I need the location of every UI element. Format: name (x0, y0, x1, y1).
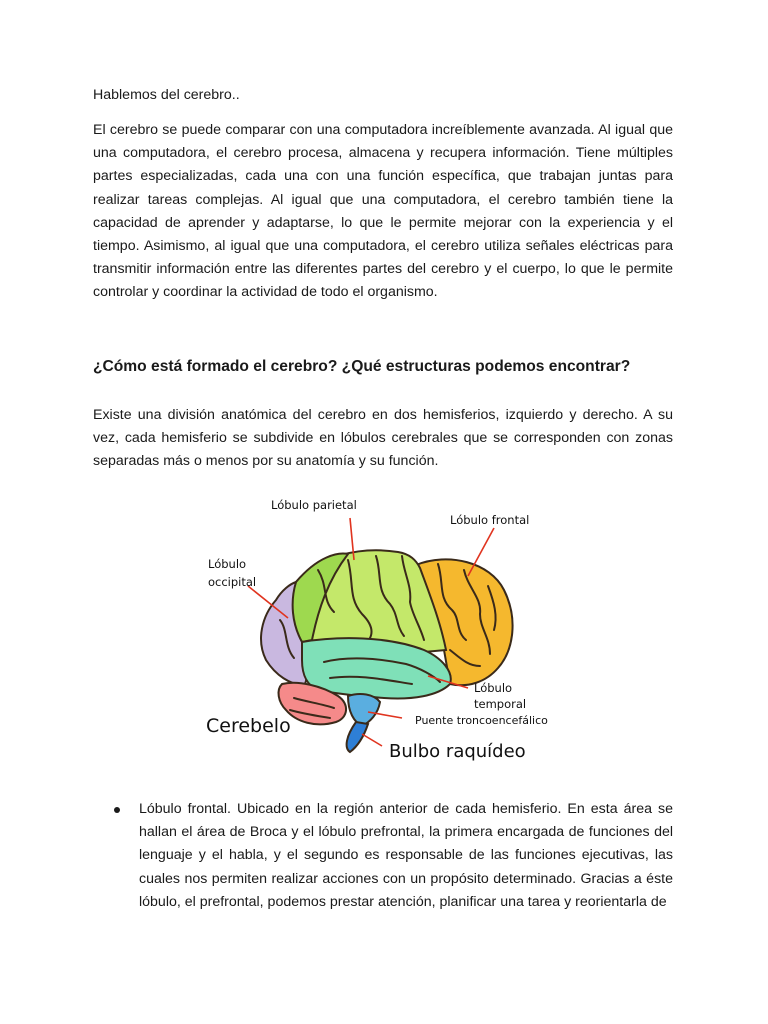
section-paragraph: Existe una división anatómica del cerebro en dos hemisferios, izquierdo y derecho. A su vez, cada hemisferio se subdivide en lóbulos cerebrales que se corresponden con zonas separadas más o menos por su anatomía y su función. (93, 407, 673, 470)
label-bulbo: Bulbo raquídeo (389, 741, 526, 762)
label-puente: Puente troncoencefálico (415, 714, 548, 727)
section-title: ¿Cómo está formado el cerebro? ¿Qué estructuras podemos encontrar? (93, 358, 631, 375)
label-frontal: Lóbulo frontal (450, 513, 530, 527)
brain-diagram (198, 490, 570, 772)
label-occipital-1: Lóbulo (208, 557, 247, 571)
pons (348, 694, 380, 726)
medulla (347, 722, 368, 752)
list-item-text: Lóbulo frontal. Ubicado en la región anterior de cada hemisferio. En esta área se hallan el área de Broca y el lóbulo prefrontal, la primera encargada de funciones del lenguaje y el habla, y el segundo es responsable de las funciones ejecutivas, las cuales nos permiten realizar acciones con un propósito determinado. Gracias a éste lóbulo, el prefrontal, podemos prestar atención, planificar una tarea y reorientarla de (139, 801, 673, 910)
brain-diagram-svg (198, 490, 570, 772)
label-occipital-2: occipital (208, 575, 257, 589)
label-temporal-2: temporal (474, 697, 527, 711)
intro-heading: Hablemos del cerebro.. (93, 87, 240, 103)
bullet-icon (114, 807, 120, 813)
label-cerebelo: Cerebelo (206, 715, 291, 737)
intro-paragraph: El cerebro se puede comparar con una computadora increíblemente avanzada. Al igual que una computadora, el cerebro procesa, almacena y recupera información. Tiene múltiples partes especializadas, cada una con una función específica, que trabajan juntas para realizar tareas complejas. Al igual que una computadora, el cerebro también tiene la capacidad de aprender y adaptarse, lo que le permite mejorar con la experiencia y el tiempo. Asimismo, al igual que una computadora, el cerebro utiliza señales eléctricas para transmitir información entre las diferentes partes del cerebro y el cuerpo, lo que le permite controlar y coordinar la actividad de todo el organismo. (93, 122, 673, 301)
label-temporal-1: Lóbulo (474, 681, 513, 695)
label-parietal: Lóbulo parietal (271, 498, 357, 512)
